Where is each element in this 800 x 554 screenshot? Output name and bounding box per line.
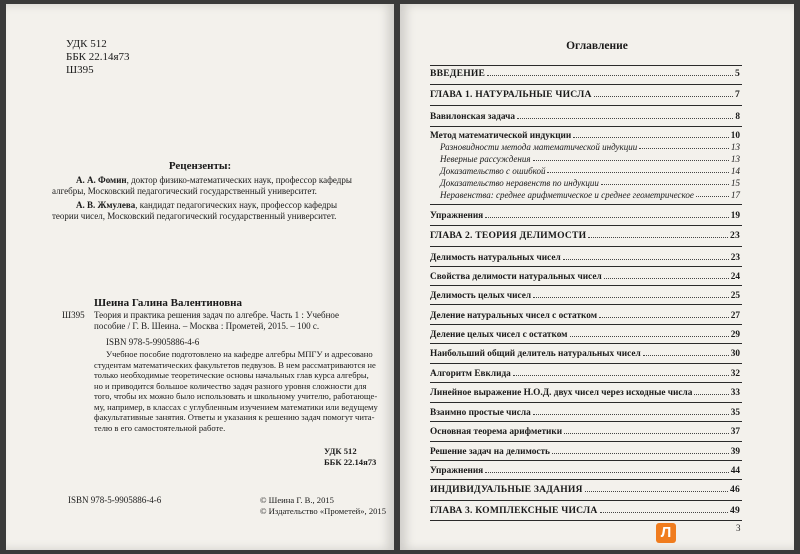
toc-separator [430, 479, 742, 480]
toc-entry [430, 289, 740, 301]
toc-entry-page: 49 [730, 505, 740, 516]
author-name: Шеина Галина Валентиновна [94, 297, 243, 309]
toc-entry-label: Решение задач на делимость [430, 447, 550, 457]
toc-entry-label: Взаимно простые числа [430, 408, 531, 418]
toc-entry-page: 13 [731, 154, 740, 164]
toc-entry [430, 67, 740, 79]
toc-entry-page: 46 [730, 484, 740, 495]
copyright-publisher: © Издательство «Прометей», 2015 [260, 506, 387, 516]
toc-separator [430, 246, 742, 247]
toc-entry-label: ГЛАВА 3. КОМПЛЕКСНЫЕ ЧИСЛА [430, 505, 598, 516]
toc-entry-page: 23 [730, 230, 740, 241]
toc-subentry [440, 140, 740, 152]
reviewer-2-desc: , кандидат педагогических наук, профессор кафедры [135, 200, 338, 210]
toc-entry-label: Делимость натуральных чисел [430, 253, 561, 263]
toc-separator [430, 105, 742, 106]
toc-entry [430, 406, 740, 418]
toc-separator [430, 343, 742, 344]
toc-entry-page: 24 [730, 272, 740, 282]
toc-entry-label: Деление натуральных чисел с остатком [430, 311, 598, 321]
toc-entry [430, 251, 740, 263]
toc-entry-label: Неверные рассуждения [440, 154, 531, 164]
toc-entry-page: 35 [730, 408, 740, 418]
toc-entry-page: 44 [730, 466, 740, 476]
toc-entry [430, 386, 740, 398]
toc-entry [430, 328, 740, 340]
toc-separator [430, 304, 742, 305]
toc-entry-label: Разновидности метода математической индукции [440, 142, 638, 152]
toc-subentry [440, 164, 740, 176]
toc-subentry [440, 152, 740, 164]
toc-entry-page: 32 [730, 369, 740, 379]
toc-entry-label: Линейное выражение Н.О.Д. двух чисел через исходные числа [430, 388, 693, 398]
toc-entry-page: 7 [735, 89, 740, 100]
reviewer-1-desc: , доктор физико-математических наук, профессор кафедры [126, 175, 352, 185]
annotation [94, 349, 378, 433]
labirint-logo: Л [656, 523, 676, 543]
toc-separator [430, 204, 742, 205]
toc-entry-page: 33 [730, 388, 740, 398]
toc-entry-label: ГЛАВА 1. НАТУРАЛЬНЫЕ ЧИСЛА [430, 89, 592, 100]
toc-entry-label: Метод математической индукции [430, 131, 572, 141]
page-number: 3 [736, 523, 741, 533]
bbk-bottom: ББК 22.14я73 [324, 457, 377, 467]
toc-entry-page: 29 [730, 330, 740, 340]
toc-entry-label: Основная теорема арифметики [430, 427, 563, 437]
reviewer-1 [76, 175, 352, 186]
toc-entry-page: 19 [730, 211, 740, 221]
toc-entry-page: 17 [731, 190, 740, 200]
toc-entry-label: ВВЕДЕНИЕ [430, 68, 486, 79]
toc-entry-page: 14 [731, 166, 740, 176]
toc-separator [430, 441, 742, 442]
annotation-line: только необходимые теоретические основы начальных глав курса алгебры, [94, 370, 369, 380]
toc-separator [430, 460, 742, 461]
toc-title: Оглавление [566, 40, 628, 52]
toc-entry-page: 27 [730, 311, 740, 321]
toc-entry-label: Деление целых чисел с остатком [430, 330, 568, 340]
annotation-line: Учебное пособие подготовлено на кафедре алгебры МПГУ и адресовано [106, 349, 373, 359]
toc-entry [430, 367, 740, 379]
toc-separator [430, 84, 742, 85]
reviewer-1-desc-cont: алгебры, Московский педагогический государственный университет. [52, 186, 317, 196]
toc-entry-page: 10 [730, 131, 740, 141]
toc-separator [430, 402, 742, 403]
toc-entry [430, 110, 740, 122]
toc-entry [430, 229, 740, 241]
toc-entry-label: Доказательство неравенств по индукции [440, 178, 599, 188]
bbk-code: ББК 22.14я73 [66, 51, 130, 63]
toc-entry-page: 30 [730, 349, 740, 359]
toc-entry-label: Неравенства: среднее арифметическое и среднее геометрическое [440, 190, 694, 200]
toc-entry [430, 504, 740, 516]
toc-entry [430, 347, 740, 359]
annotation-line: но и приводится большое количество задач разного уровня сложности для [94, 380, 367, 391]
reviewers-heading: Рецензенты: [168, 160, 232, 172]
toc-entry [430, 445, 740, 457]
toc-subentry [440, 188, 740, 200]
toc-entry [430, 209, 740, 221]
toc-separator [430, 324, 742, 325]
reviewer-2-desc-cont: теории чисел, Московский педагогический государственный университет. [52, 211, 337, 221]
annotation-line: студентам математических факультетов педвузов. В нем рассматриваются не [94, 359, 376, 370]
isbn-bottom: ISBN 978-5-9905886-4-6 [68, 495, 162, 505]
toc-separator [430, 363, 742, 364]
toc-entry-label: ГЛАВА 2. ТЕОРИЯ ДЕЛИМОСТИ [430, 230, 587, 241]
toc-entry-page: 8 [735, 112, 740, 122]
toc-entry [430, 88, 740, 100]
toc-entry-page: 37 [730, 427, 740, 437]
toc-entry [430, 270, 740, 282]
toc-entry-label: Алгоритм Евклида [430, 369, 511, 379]
biblio-line-2: пособие / Г. В. Шеина. – Москва : Прометей, 2015. – 100 с. [94, 321, 320, 331]
toc-entry-label: Упражнения [430, 211, 484, 221]
toc-separator [430, 421, 742, 422]
udk-code: УДК 512 [66, 38, 107, 50]
toc-entry-page: 5 [735, 68, 740, 79]
toc-separator [430, 126, 742, 127]
toc-entry-label: Наибольший общий делитель натуральных чисел [430, 349, 641, 359]
toc-separator [430, 382, 742, 383]
biblio-line-1: Теория и практика решения задач по алгебре. Часть 1 : Учебное [94, 310, 339, 320]
toc-entry-page: 15 [731, 178, 740, 188]
reviewer-2-name: А. В. Жмулева [76, 200, 136, 210]
right-page [400, 4, 794, 550]
biblio-code: Ш395 [62, 310, 85, 320]
toc-separator [430, 225, 742, 226]
toc-separator [430, 285, 742, 286]
isbn-inline: ISBN 978-5-9905886-4-6 [106, 337, 200, 347]
left-page [6, 4, 394, 550]
reviewer-1-name: А. А. Фомин [76, 175, 127, 185]
toc-separator [430, 500, 742, 501]
annotation-line: му, например, в классах с углубленным изучением математики или ведущему [94, 401, 378, 412]
toc-entry-label: Делимость целых чисел [430, 291, 532, 301]
toc-entry [430, 309, 740, 321]
toc-entry [430, 425, 740, 437]
toc-entry-page: 13 [731, 142, 740, 152]
toc-separator [430, 520, 742, 521]
reviewer-2 [76, 200, 337, 211]
toc-entry-label: Вавилонская задача [430, 112, 516, 122]
annotation-line: того, чтобы их можно было использовать и школьному учителю, работающе- [94, 391, 378, 401]
toc-separator [430, 65, 742, 66]
toc-entry-page: 25 [730, 291, 740, 301]
toc-entry [430, 483, 740, 495]
toc-entry [430, 464, 740, 476]
copyright-author: © Шеина Г. В., 2015 [260, 495, 334, 505]
toc-entry-page: 39 [730, 447, 740, 457]
toc-entry-page: 23 [730, 253, 740, 263]
toc-entry-label: Доказательство с ошибкой [440, 166, 546, 176]
toc-separator [430, 266, 742, 267]
author-code: Ш395 [66, 64, 94, 76]
annotation-line: факультативные занятия. Ответы и указания к решению задач помогут чита- [94, 412, 375, 422]
annotation-line: телю в его самостоятельной работе. [94, 422, 226, 433]
udk-bottom: УДК 512 [324, 446, 357, 456]
toc-entry-label: ИНДИВИДУАЛЬНЫЕ ЗАДАНИЯ [430, 484, 583, 495]
toc-subentry [440, 176, 740, 188]
toc-entry-label: Свойства делимости натуральных чисел [430, 272, 602, 282]
toc-entry-label: Упражнения [430, 466, 484, 476]
